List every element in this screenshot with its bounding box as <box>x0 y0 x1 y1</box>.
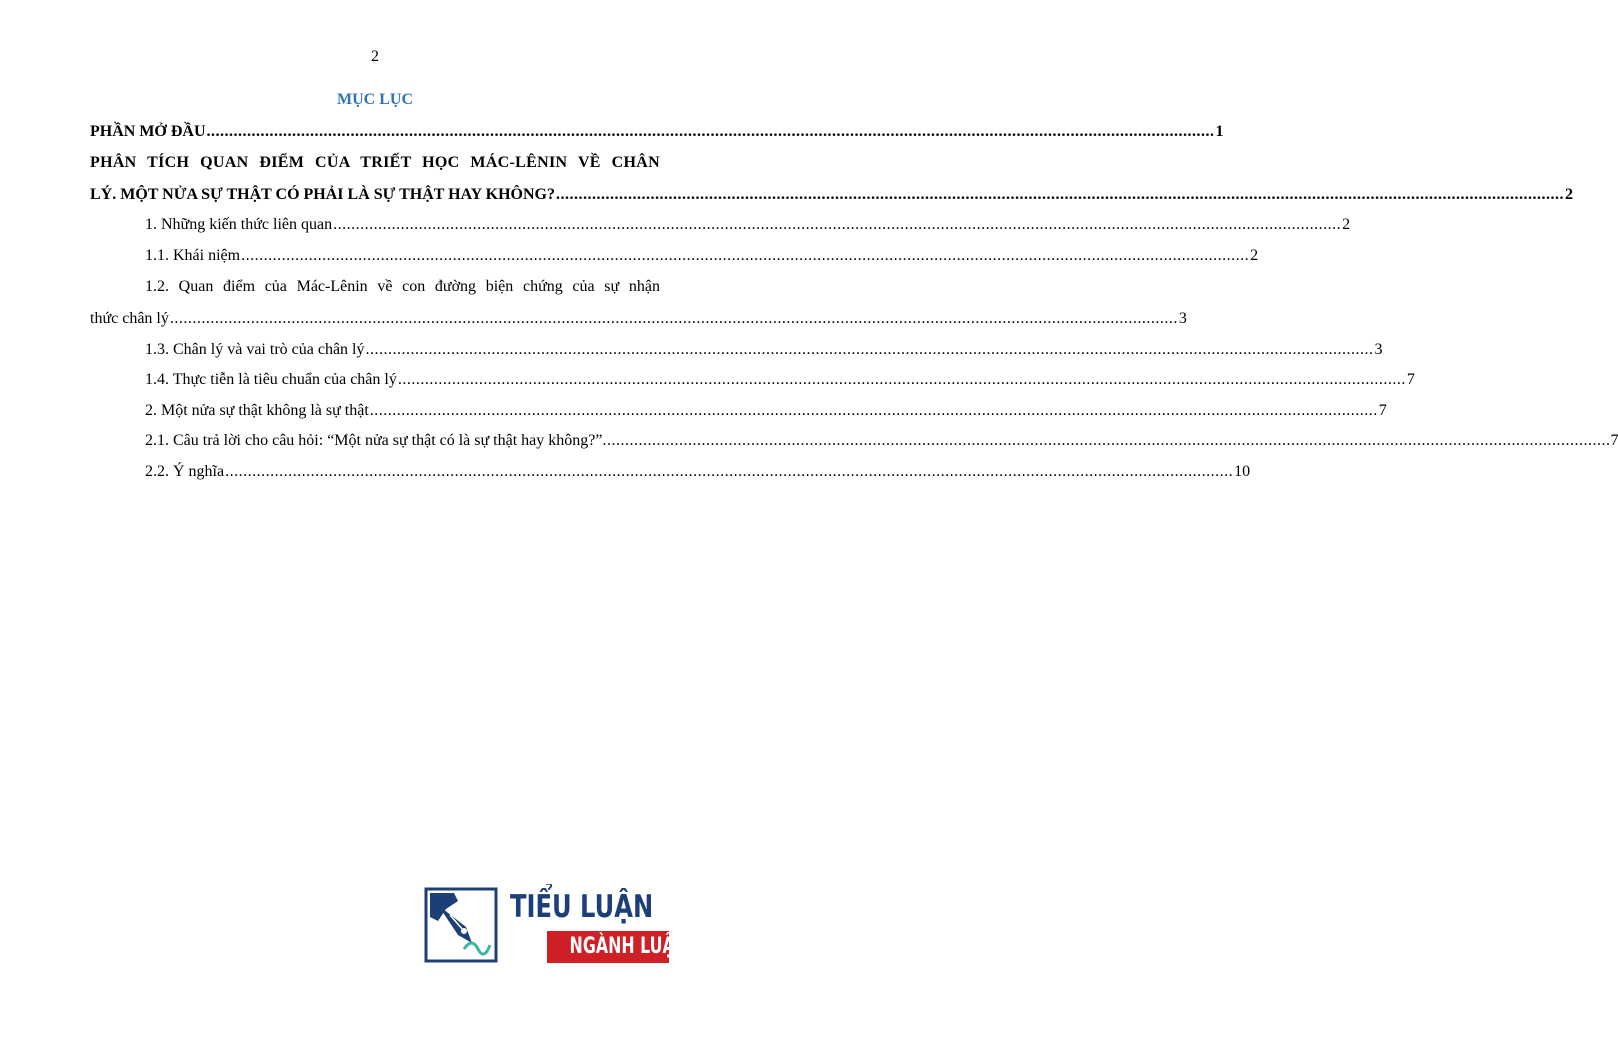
toc-entry[interactable] <box>145 215 1351 235</box>
toc-entry[interactable] <box>145 246 1259 266</box>
toc-entry[interactable] <box>90 309 1187 329</box>
toc-entry-text: thức chân lý <box>90 310 169 327</box>
toc-entry-text: LÝ. MỘT NỬA SỰ THẬT CÓ PHẢI LÀ SỰ THẬT HAY KHÔNG? <box>90 186 555 203</box>
toc-entry-page: 7 <box>1406 371 1415 388</box>
toc-entry-line1[interactable]: PHÂN TÍCH QUAN ĐIỂM CỦA TRIẾT HỌC MÁC-LÊNIN VỀ CHÂN <box>90 154 660 171</box>
logo-line1: TIỂU LUẬN <box>510 889 654 925</box>
toc-entry-line1[interactable]: 1.2. Quan điểm của Mác-Lênin về con đường biện chứng của sự nhận <box>145 278 660 295</box>
toc-leader <box>398 370 1406 390</box>
toc-entry-text: 1.3. Chân lý và vai trò của chân lý <box>145 341 365 358</box>
toc-entry-page: 2 <box>1564 186 1573 203</box>
toc-entry[interactable] <box>145 401 1387 421</box>
toc-entry-page: 7 <box>1610 432 1618 449</box>
toc-entry-text: 1.4. Thực tiễn là tiêu chuẩn của chân lý <box>145 371 397 388</box>
toc-entry-page: 10 <box>1234 463 1251 480</box>
toc-entry-page: 1 <box>1215 123 1224 140</box>
toc-entry[interactable] <box>90 185 1573 205</box>
toc-entry-page: 3 <box>1374 341 1383 358</box>
toc-entry-text: 1. Những kiến thức liên quan <box>145 216 333 233</box>
toc-entry-text: 2.2. Ý nghĩa <box>145 463 225 480</box>
toc-entry-text: 2. Một nửa sự thật không là sự thật <box>145 402 369 419</box>
toc-entry[interactable] <box>145 462 1251 482</box>
toc-entry-text: 1.1. Khái niệm <box>145 247 241 264</box>
logo-line2: NGÀNH LUẬT <box>547 931 669 963</box>
toc-entry[interactable] <box>145 431 1618 451</box>
toc-leader <box>225 462 1233 482</box>
toc-title: MỤC LỤC <box>337 91 413 108</box>
toc-leader <box>333 215 1341 235</box>
brand-logo <box>424 887 686 967</box>
toc-leader <box>241 246 1249 266</box>
toc-entry[interactable] <box>145 370 1415 390</box>
toc-entry[interactable] <box>90 122 1224 142</box>
page-number: 2 <box>371 48 379 65</box>
toc-entry-page: 3 <box>1178 310 1187 327</box>
toc-leader <box>207 122 1215 142</box>
toc-entry-page: 7 <box>1378 402 1387 419</box>
toc-leader <box>602 431 1610 451</box>
toc-entry-text: 2.1. Câu trả lời cho câu hỏi: “Một nửa sự thật có là sự thật hay không?” <box>145 432 603 449</box>
toc-leader <box>370 401 1378 421</box>
toc-entry-text: PHẦN MỞ ĐẦU <box>90 123 206 140</box>
toc-leader <box>366 340 1374 360</box>
toc-leader <box>170 309 1178 329</box>
toc-entry-page: 2 <box>1342 216 1351 233</box>
toc-entry-page: 2 <box>1250 247 1259 264</box>
toc-entry[interactable] <box>145 340 1383 360</box>
toc-leader <box>556 185 1564 205</box>
fountain-pen-icon <box>424 887 498 963</box>
